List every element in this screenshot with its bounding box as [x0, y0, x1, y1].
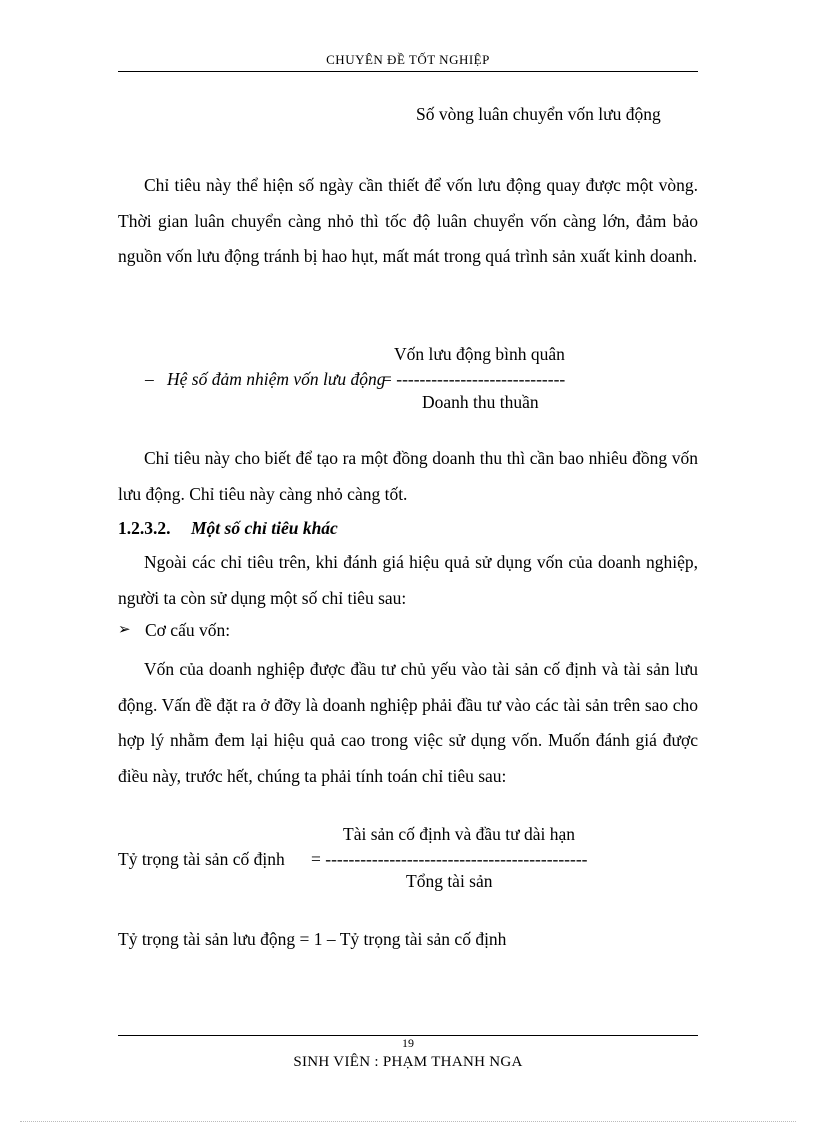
- formula1-denominator: Doanh thu thuần: [422, 392, 539, 412]
- footer-author: SINH VIÊN : PHẠM THANH NGA: [293, 1054, 523, 1070]
- section-number: 1.2.3.2.: [118, 518, 171, 538]
- formula2-label: Tỷ trọng tài sản cố định: [118, 849, 285, 869]
- formula1-label: Hệ số đảm nhiệm vốn lưu động: [167, 369, 386, 389]
- formula1-equals-line: = -----------------------------: [382, 369, 566, 389]
- paragraph-2: Chỉ tiêu này cho biết để tạo ra một đồng doanh thu thì cần bao nhiêu đồng vốn lưu động. Chỉ tiêu này càng nhỏ càng tốt.: [118, 448, 698, 504]
- paragraph-3: Ngoài các chỉ tiêu trên, khi đánh giá hiệu quả sử dụng vốn của doanh nghiệp, người ta còn sử dụng một số chỉ tiêu sau:: [118, 552, 698, 608]
- fraction-denominator: Số vòng luân chuyển vốn lưu động: [416, 104, 661, 124]
- paragraph-1: Chỉ tiêu này thể hiện số ngày cần thiết để vốn lưu động quay được một vòng. Thời gian luân chuyển càng nhỏ thì tốc độ luân chuyển vốn càng lớn, đảm bảo nguồn vốn lưu động tránh bị hao hụt, mất mát trong quá trình sản xuất kinh doanh.: [118, 175, 698, 266]
- bullet-text: Cơ cấu vốn:: [145, 620, 231, 640]
- formula2-numerator: Tài sản cố định và đầu tư dài hạn: [343, 824, 576, 844]
- formula1-dash: –: [145, 369, 154, 389]
- formula1-numerator: Vốn lưu động bình quân: [394, 344, 565, 364]
- paragraph-4: Vốn của doanh nghiệp được đầu tư chủ yếu vào tài sản cố định và tài sản lưu động. Vấn đề đặt ra ở đỡy là doanh nghiệp phải đầu tư vào các tài sản trên sao cho hợp lý nhằm đem lại hiệu quả cao trong việc sử dụng vốn. Muốn đánh giá được điều này, trước hết, chúng ta phải tính toán chỉ tiêu sau:: [118, 659, 698, 786]
- formula2-equals-line: = ---------------------------------------------: [311, 849, 588, 869]
- page-number: 19: [402, 1036, 414, 1050]
- bullet-arrow-icon: ➢: [118, 620, 131, 638]
- formula2-denominator: Tổng tài sản: [406, 871, 493, 891]
- page-edge-divider: [20, 1121, 796, 1122]
- document-header-title: CHUYÊN ĐỀ TỐT NGHIỆP: [326, 52, 490, 67]
- section-title: Một số chỉ tiêu khác: [191, 518, 338, 538]
- header-rule: [118, 71, 698, 72]
- formula3: Tỷ trọng tài sản lưu động = 1 – Tỷ trọng tài sản cố định: [118, 929, 507, 949]
